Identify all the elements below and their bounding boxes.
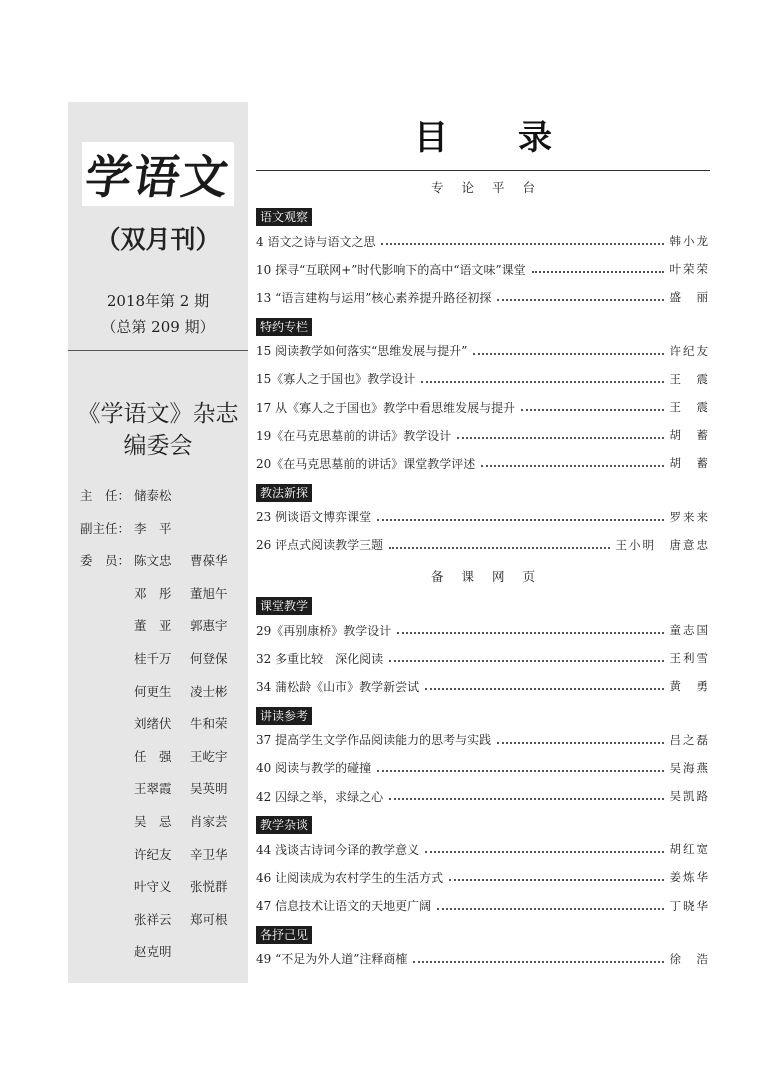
board-member-name: 刘绪伏 [134, 716, 172, 732]
category-label: 各抒己见 [256, 926, 312, 944]
dot-leader [497, 742, 663, 744]
board-member-name: 储泰松 [134, 488, 172, 503]
board-member-name: 何更生 [134, 683, 172, 699]
entry-title: 4 语文之诗与语文之思 [256, 234, 376, 249]
dot-leader [425, 688, 663, 690]
entry-author: 罗来来 [669, 509, 710, 524]
entry-author: 吴凯路 [669, 789, 710, 803]
dot-leader [449, 879, 663, 881]
logo-text: 学语文 [81, 150, 234, 204]
board-member-name: 桂千万 [134, 650, 172, 666]
entry-author: 徐 浩 [669, 951, 710, 966]
toc-entry[interactable] [256, 649, 710, 667]
board-member-name: 邓 彤 [134, 585, 172, 601]
entry-title: 46 让阅读成为农村学生的生活方式 [256, 870, 444, 885]
section-title: 专论平台 [430, 180, 553, 195]
entry-title: 19《在马克思墓前的讲话》教学设计 [256, 428, 452, 443]
board-member-name: 王翠霞 [134, 781, 172, 797]
publication-frequency: （双月刊） [95, 225, 221, 254]
entry-author: 童志国 [669, 623, 710, 637]
entry-title: 17 从《寡人之于国也》教学中看思维发展与提升 [256, 400, 516, 415]
dot-leader [421, 381, 663, 383]
category-label: 讲读参考 [256, 707, 312, 725]
board-member-name: 叶守义 [134, 879, 172, 895]
entry-title: 34 蒲松龄《山市》教学新尝试 [256, 679, 420, 694]
title-divider [256, 170, 710, 171]
board-role: 委 员： [80, 553, 131, 569]
board-member-name: 任 强 [134, 748, 172, 764]
toc-entry[interactable] [256, 342, 710, 360]
entry-author: 盛 丽 [669, 290, 710, 305]
entry-author: 韩小龙 [669, 234, 710, 248]
toc-entry[interactable] [256, 677, 710, 695]
editorial-board-title [68, 398, 248, 462]
toc-entry[interactable] [256, 288, 710, 306]
board-member-name: 李 平 [134, 520, 172, 536]
board-member-name: 曹葆华 [190, 553, 228, 569]
entry-author: 丁晓华 [669, 898, 710, 913]
dot-leader [532, 271, 664, 273]
board-member-row [80, 616, 248, 649]
entry-title: 29《再别康桥》教学设计 [256, 623, 392, 638]
board-title-line-2: 编委会 [123, 433, 193, 459]
board-member-name: 肖家芸 [190, 813, 228, 829]
dot-leader [521, 409, 663, 411]
sidebar-panel [68, 102, 248, 983]
toc-entry[interactable] [256, 897, 710, 915]
board-role: 主 任： [80, 488, 131, 503]
entry-author: 王小明 唐意忠 [615, 537, 710, 552]
board-member-name: 牛和荣 [190, 716, 228, 732]
category-label: 课堂教学 [256, 597, 312, 615]
toc-entry[interactable] [256, 840, 710, 858]
board-member-row [80, 877, 248, 910]
board-member-name: 陈文忠 [134, 553, 172, 569]
entry-author: 叶荣荣 [669, 262, 710, 277]
category-label: 特约专栏 [256, 318, 312, 336]
category-label: 教法新探 [256, 484, 312, 502]
board-member-row [80, 519, 248, 552]
entry-author: 吴海燕 [669, 760, 710, 775]
board-role: 副主任： [80, 520, 131, 536]
entry-author: 王 震 [669, 400, 710, 414]
entry-title: 20《在马克思墓前的讲话》课堂教学评述 [256, 456, 476, 471]
entry-author: 许纪友 [669, 343, 710, 358]
category-label: 教学杂谈 [256, 816, 312, 834]
board-member-row [80, 779, 248, 812]
board-member-row [80, 682, 248, 715]
toc-entry[interactable] [256, 370, 710, 388]
board-member-name: 王屹宇 [190, 748, 228, 764]
magazine-logo [82, 142, 234, 206]
board-member-name: 辛卫华 [190, 846, 228, 862]
entry-title: 13 “语言建构与运用”核心素养提升路径初探 [256, 290, 492, 305]
dot-leader [481, 465, 663, 467]
board-member-name: 郑可根 [190, 911, 228, 927]
toc-entry[interactable] [256, 787, 710, 805]
entry-author: 黄 勇 [669, 679, 710, 694]
dot-leader [473, 353, 663, 355]
toc-entry[interactable] [256, 232, 710, 250]
dot-leader [437, 908, 663, 910]
entry-title: 32 多重比较 深化阅读 [256, 651, 384, 666]
dot-leader [497, 299, 663, 301]
dot-leader [397, 632, 663, 634]
toc-entry[interactable] [256, 621, 710, 639]
board-member-row [80, 910, 248, 943]
dot-leader [389, 660, 663, 662]
toc-entry[interactable] [256, 950, 710, 968]
entry-title: 10 探寻“互联网+”时代影响下的高中“语文味”课堂 [256, 262, 526, 277]
toc-entry[interactable] [256, 536, 710, 554]
dot-leader [413, 961, 663, 963]
board-member-row [80, 584, 248, 617]
toc-entry[interactable] [256, 260, 710, 278]
issue-number: 2018年第 2 期 [106, 292, 210, 310]
entry-author: 王利雪 [669, 651, 710, 666]
board-member-row [80, 747, 248, 780]
entry-title: 47 信息技术让语文的天地更广阔 [256, 899, 432, 914]
entry-title: 42 囚绿之举，求绿之心 [256, 789, 384, 804]
entry-title: 15《寡人之于国也》教学设计 [256, 372, 416, 387]
entry-author: 吕之磊 [669, 732, 710, 747]
toc-entry[interactable] [256, 426, 710, 444]
entry-title: 23 例谈语文博弈课堂 [256, 510, 372, 525]
dot-leader [425, 851, 663, 853]
dot-leader [377, 519, 663, 521]
board-member-name: 何登保 [190, 650, 228, 666]
entry-author: 胡 蓄 [669, 428, 710, 443]
dot-leader [389, 547, 609, 549]
board-member-name: 张祥云 [134, 911, 172, 927]
board-member-row [80, 812, 248, 845]
editorial-board-list [80, 486, 248, 975]
board-member-row [80, 942, 248, 975]
toc-entry[interactable] [256, 398, 710, 416]
issue-total: （总第 209 期） [101, 318, 215, 336]
entry-author: 胡红宽 [669, 842, 710, 857]
board-member-name: 凌士彬 [190, 683, 228, 699]
toc-entry[interactable] [256, 454, 710, 472]
entry-title: 26 评点式阅读教学三题 [256, 538, 384, 553]
board-member-row [80, 714, 248, 747]
toc-title: 目录 [414, 118, 622, 158]
toc-entry[interactable] [256, 868, 710, 886]
board-member-row [80, 551, 248, 584]
board-member-row [80, 486, 248, 519]
board-member-name: 董 亚 [134, 618, 172, 634]
section-title: 备课网页 [430, 569, 553, 584]
board-member-name: 吴 忌 [134, 813, 172, 829]
entry-title: 44 浅谈古诗词今译的教学意义 [256, 842, 420, 857]
entry-author: 王 震 [669, 371, 710, 386]
toc-entry[interactable] [256, 759, 710, 777]
toc-entry[interactable] [256, 731, 710, 749]
entry-author: 姜炼华 [669, 870, 710, 885]
board-title-line-1: 《学语文》杂志 [77, 401, 239, 427]
dot-leader [389, 798, 663, 800]
toc-entry[interactable] [256, 508, 710, 526]
dot-leader [377, 770, 663, 772]
board-member-name: 吴英明 [190, 781, 228, 797]
entry-title: 15 阅读教学如何落实“思维发展与提升” [256, 344, 468, 359]
board-member-name: 赵克明 [134, 944, 172, 960]
entry-author: 胡 蓄 [669, 456, 710, 471]
board-member-row [80, 845, 248, 878]
board-member-name: 董旭午 [190, 585, 228, 601]
dot-leader [381, 243, 663, 245]
dot-leader [457, 437, 663, 439]
entry-title: 40 阅读与教学的碰撞 [256, 761, 372, 776]
board-member-row [80, 649, 248, 682]
entry-title: 37 提高学生文学作品阅读能力的思考与实践 [256, 733, 492, 748]
board-member-name: 张悦群 [190, 879, 228, 895]
entry-title: 49 “不足为外人道”注释商榷 [256, 952, 408, 967]
sidebar-divider [68, 350, 248, 351]
category-label: 语文观察 [256, 208, 312, 226]
board-member-name: 郭惠宇 [190, 618, 228, 634]
board-member-name: 许纪友 [134, 846, 172, 862]
table-of-contents [256, 102, 710, 992]
